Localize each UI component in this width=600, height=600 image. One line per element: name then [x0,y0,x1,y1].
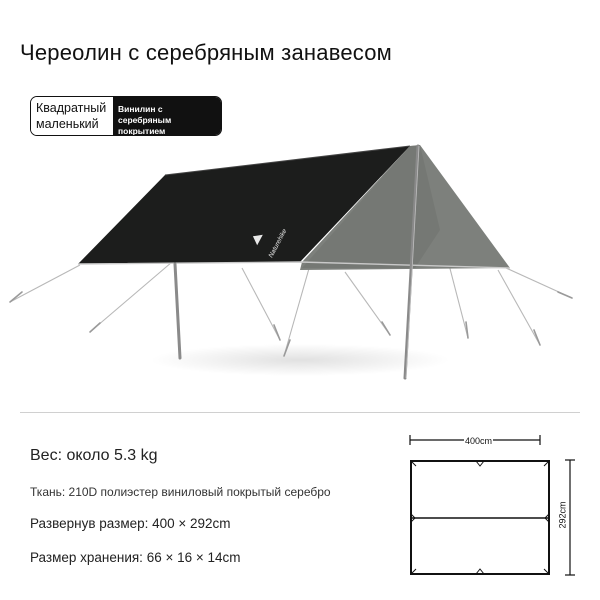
stake [558,292,572,298]
spec-weight: Вес: около 5.3 kg [30,447,158,464]
badge-size-label: Квадратный маленький [31,97,113,135]
pole [175,264,180,358]
stake [466,322,468,338]
dimension-width-label: 400cm [465,436,493,446]
stake [382,322,390,335]
spec-deployed-size: Развернув размер: 400 × 292cm [30,516,231,531]
page-title: Череолин с серебряным занавесом [20,40,392,65]
spec-fabric: Ткань: 210D полиэстер виниловый покрытый серебро [30,485,331,499]
guy-rope [498,270,540,345]
guy-rope [284,265,310,356]
guy-rope [90,262,172,332]
tent-illustration [0,135,600,395]
stake [534,330,540,345]
badge-material-label: Винилин с серебряным покрытием [113,97,221,135]
guy-rope [10,265,80,302]
variant-badge[interactable] [30,96,222,136]
dimension-height-label: 292cm [557,501,568,529]
stake [274,325,280,340]
brand-logo-text: Naturehike [267,227,289,259]
spec-storage-size: Размер хранения: 66 × 16 × 14cm [30,550,241,565]
section-divider [20,412,580,413]
guy-rope [242,268,280,340]
stake [90,323,100,332]
